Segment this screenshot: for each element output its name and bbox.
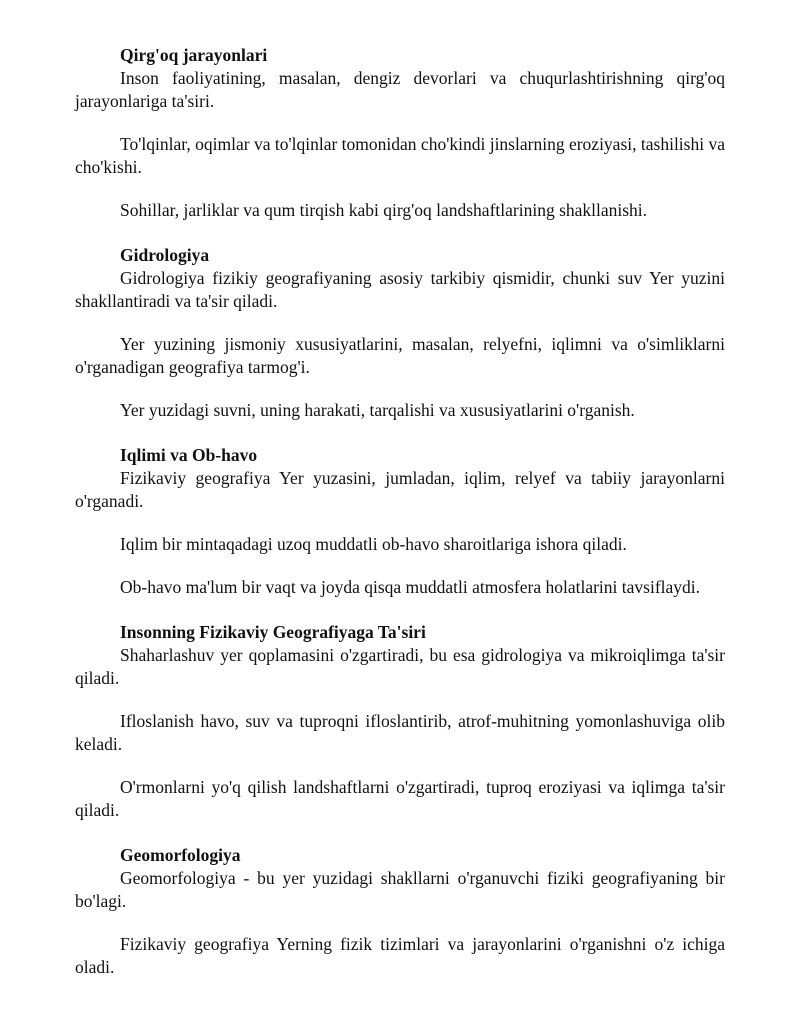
section-iqlimi-va-ob-havo bbox=[75, 444, 725, 599]
document-page bbox=[75, 44, 725, 1001]
paragraph: O'rmonlarni yo'q qilish landshaftlarni o'zgartiradi, tuproq eroziyasi va iqlimga ta'sir qiladi. bbox=[75, 777, 725, 820]
paragraph: Sohillar, jarliklar va qum tirqish kabi qirg'oq landshaftlarining shakllanishi. bbox=[120, 200, 648, 220]
section-gidrologiya bbox=[75, 244, 725, 422]
section-inson-tasiri bbox=[75, 621, 725, 822]
paragraph: Ob-havo ma'lum bir vaqt va joyda qisqa muddatli atmosfera holatlarini tavsiflaydi. bbox=[120, 577, 701, 597]
section-heading: Qirg'oq jarayonlari bbox=[120, 45, 268, 65]
paragraph: Inson faoliyatining, masalan, dengiz devorlari va chuqurlashtirishning qirg'oq jarayonlariga ta'siri. bbox=[75, 68, 725, 111]
section-heading: Gidrologiya bbox=[120, 245, 210, 265]
section-heading: Iqlimi va Ob-havo bbox=[120, 445, 258, 465]
paragraph: Geomorfologiya - bu yer yuzidagi shakllarni o'rganuvchi fiziki geografiyaning bir bo'lagi. bbox=[75, 868, 725, 911]
paragraph: Ifloslanish havo, suv va tuproqni ifloslantirib, atrof-muhitning yomonlashuviga olib keladi. bbox=[75, 711, 725, 754]
paragraph: Fizikaviy geografiya Yer yuzasini, jumladan, iqlim, relyef va tabiiy jarayonlarni o'rganadi. bbox=[75, 468, 725, 511]
section-geomorfologiya bbox=[75, 844, 725, 979]
paragraph: Yer yuzining jismoniy xususiyatlarini, masalan, relyefni, iqlimni va o'simliklarni o'rganadigan geografiya tarmog'i. bbox=[75, 334, 725, 377]
paragraph: Gidrologiya fizikiy geografiyaning asosiy tarkibiy qismidir, chunki suv Yer yuzini shakllantiradi va ta'sir qiladi. bbox=[75, 268, 725, 311]
paragraph: Yer yuzidagi suvni, uning harakati, tarqalishi va xususiyatlarini o'rganish. bbox=[120, 400, 635, 420]
section-heading: Geomorfologiya bbox=[120, 845, 241, 865]
paragraph: Shaharlashuv yer qoplamasini o'zgartiradi, bu esa gidrologiya va mikroiqlimga ta'sir qiladi. bbox=[75, 645, 725, 688]
section-heading: Insonning Fizikaviy Geografiyaga Ta'siri bbox=[120, 622, 426, 642]
paragraph: To'lqinlar, oqimlar va to'lqinlar tomonidan cho'kindi jinslarning eroziyasi, tashilishi va cho'kishi. bbox=[75, 134, 725, 177]
section-qirgoq-jarayonlari bbox=[75, 44, 725, 222]
paragraph: Iqlim bir mintaqadagi uzoq muddatli ob-havo sharoitlariga ishora qiladi. bbox=[120, 534, 627, 554]
paragraph: Fizikaviy geografiya Yerning fizik tizimlari va jarayonlarini o'rganishni o'z ichiga oladi. bbox=[75, 934, 725, 977]
